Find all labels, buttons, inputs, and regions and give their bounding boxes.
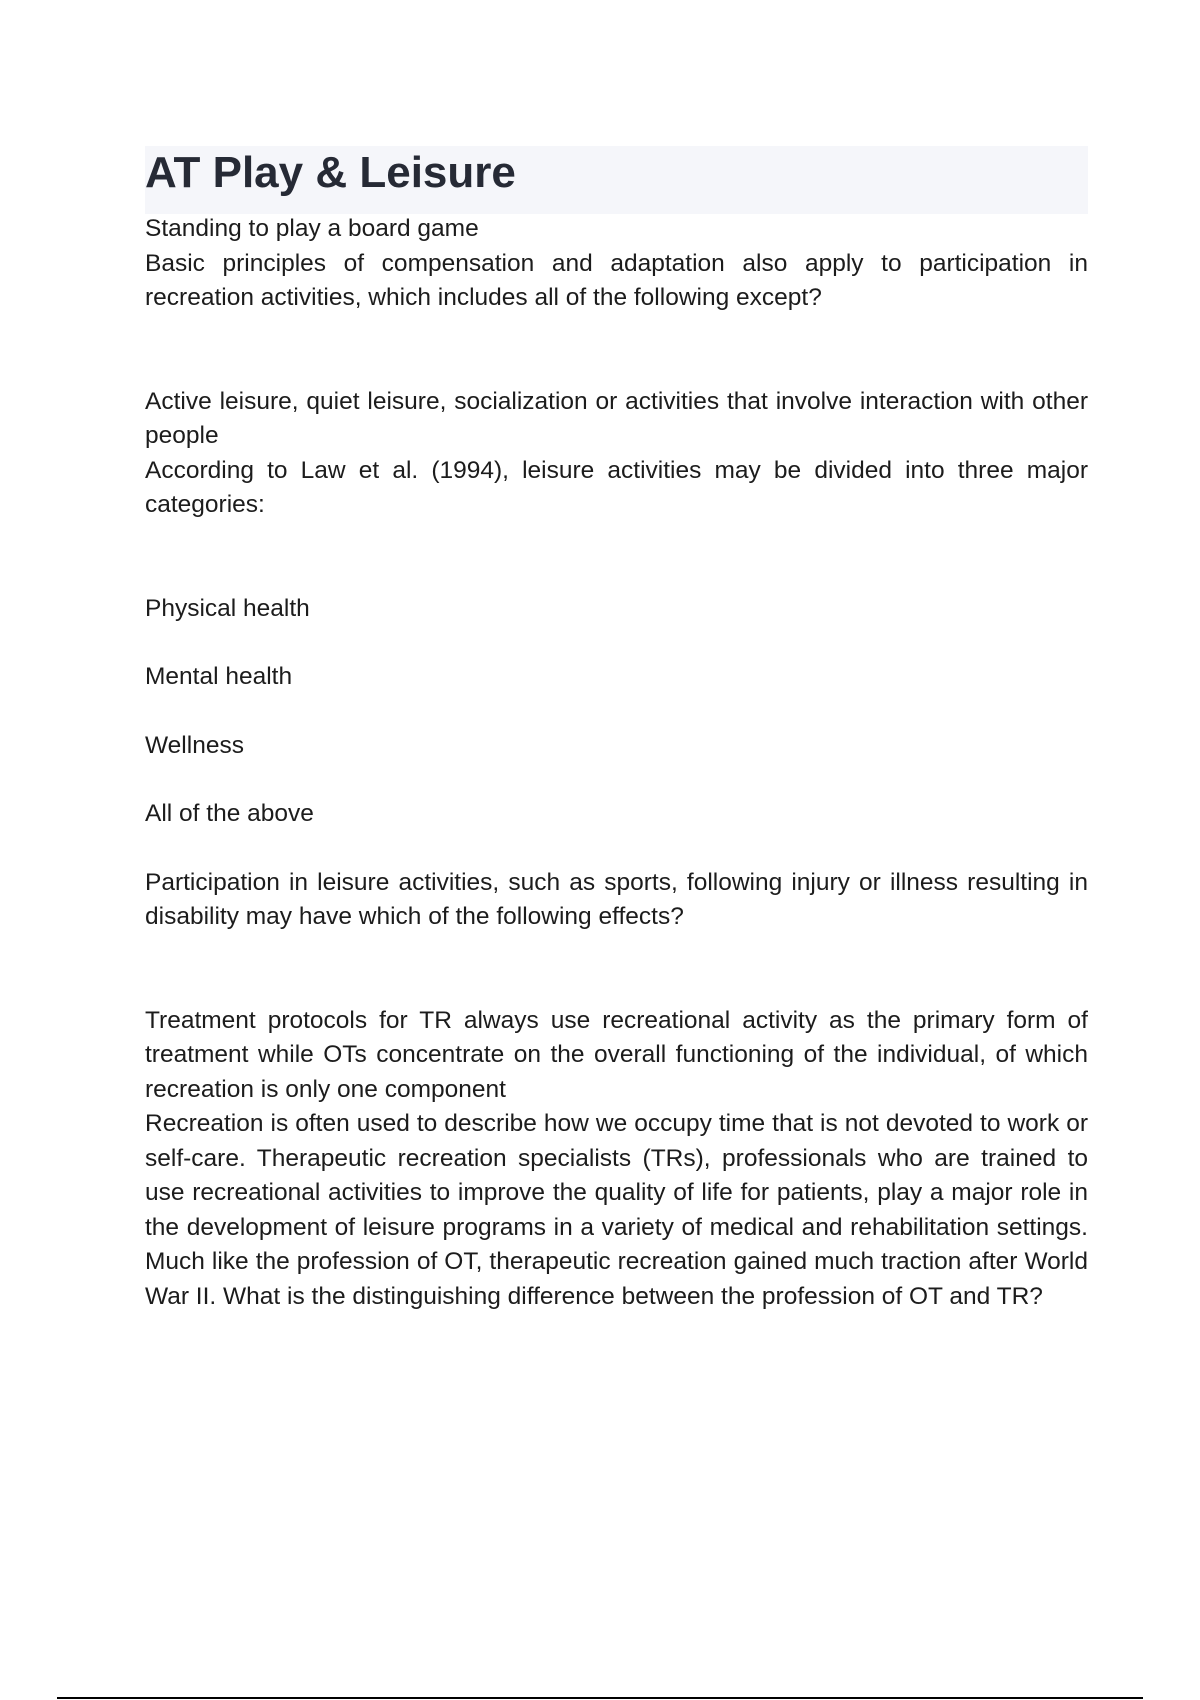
spacer xyxy=(145,832,1088,866)
spacer xyxy=(145,695,1088,729)
page-bottom-rule xyxy=(57,1697,1143,1699)
question-text: Basic principles of compensation and adaptation also apply to participation in recreation activities, which includes all of the following except? xyxy=(145,249,1088,311)
answer-option: Physical health xyxy=(145,594,310,622)
question-text: Participation in leisure activities, such as sports, following injury or illness resulting in disability may have which of the following effects? xyxy=(145,868,1088,930)
spacer xyxy=(145,316,1088,385)
document-body xyxy=(145,212,1088,1314)
spacer xyxy=(145,763,1088,797)
spacer xyxy=(145,523,1088,592)
question-text: Recreation is often used to describe how we occupy time that is not devoted to work or self-care. Therapeutic recreation specialists (TRs), professionals who are trained to use recreational activities to improve the quality of life for patients, play a major role in the development of leisure programs in a variety of medical and rehabilitation settings. Much like the profession of OT, therapeutic recreation gained much traction after World War II. What is the distinguishing difference between the profession of OT and TR? xyxy=(145,1110,1088,1310)
answer-option: Wellness xyxy=(145,731,244,759)
page-title: AT Play & Leisure xyxy=(145,148,516,197)
answer-option: Mental health xyxy=(145,663,293,690)
answer-text: Active leisure, quiet leisure, socialization or activities that involve interaction with other people xyxy=(145,387,1088,449)
answer-text: Treatment protocols for TR always use recreational activity as the primary form of treatment while OTs concentrate on the overall functioning of the individual, of which recreation is only one component xyxy=(145,1006,1088,1103)
question-text: According to Law et al. (1994), leisure activities may be divided into three major categories: xyxy=(145,456,1088,518)
spacer xyxy=(145,626,1088,660)
spacer xyxy=(145,935,1088,1004)
answer-text: Standing to play a board game xyxy=(145,215,479,242)
answer-option: All of the above xyxy=(145,800,314,827)
